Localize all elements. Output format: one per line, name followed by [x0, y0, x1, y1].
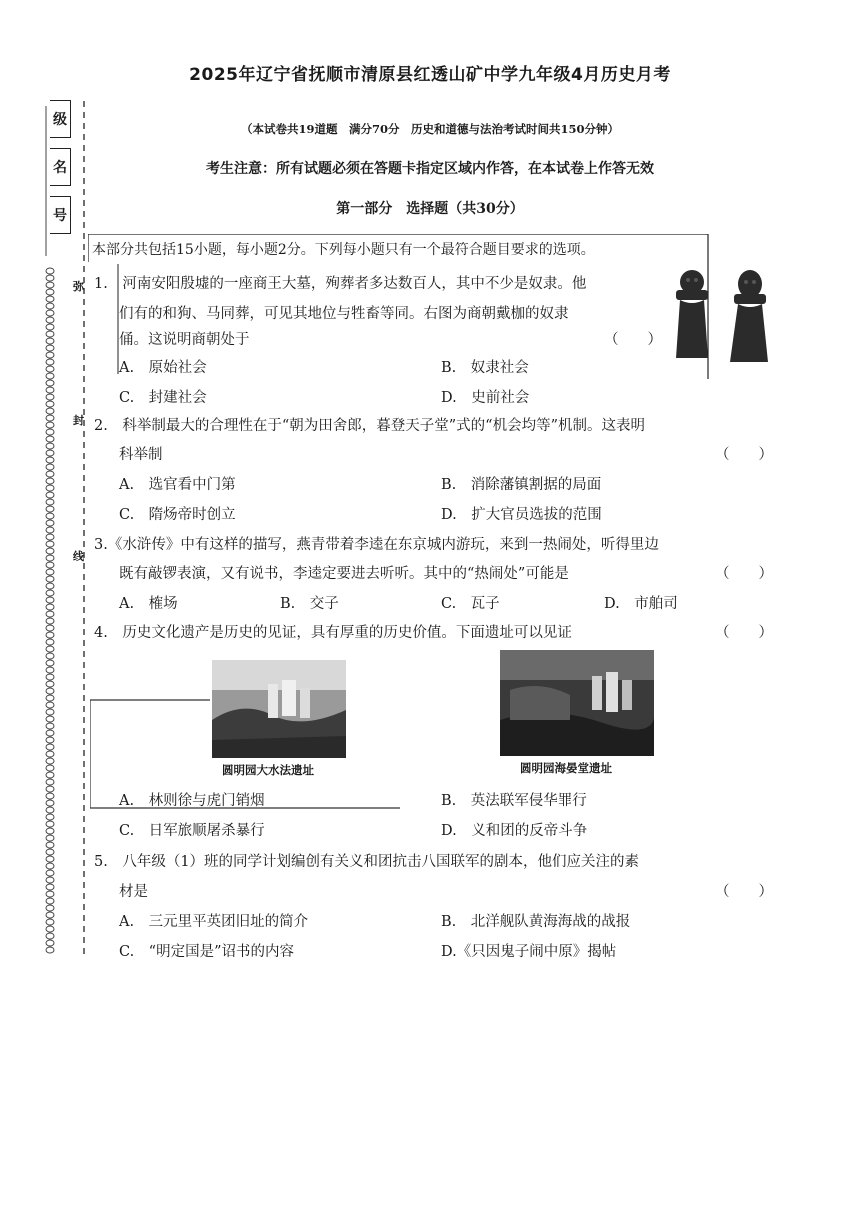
q2-option-d: D. 扩大官员选拔的范围: [441, 507, 602, 523]
q5-answer-paren: （ ）: [715, 884, 773, 900]
q5-option-c: C. “明定国是”诏书的内容: [119, 944, 295, 960]
q4-line-1: 4. 历史文化遗产是历史的见证，具有厚重的历史价值。下面遗址可以见证: [94, 625, 572, 641]
part-title: 第一部分 选择题（共30分）: [336, 201, 524, 217]
haiyantang-caption: 圆明园海晏堂遗址: [520, 761, 612, 775]
q2-option-c: C. 隋炀帝时创立: [119, 507, 236, 523]
q4-answer-paren: （ ）: [715, 625, 773, 641]
q4-option-d: D. 义和团的反帝斗争: [441, 823, 588, 839]
q1-option-a: A. 原始社会: [119, 360, 207, 376]
side-label-name: 名: [50, 148, 71, 186]
q1-line-3: 俑。这说明商朝处于: [119, 332, 250, 348]
slave-figurines-photo: [668, 266, 776, 366]
q2-line-1: 2. 科举制最大的合理性在于“朝为田舍郎，暮登天子堂”式的“机会均等”机制。这表明: [94, 418, 645, 434]
q5-option-d: D.《只因鬼子闹中原》揭帖: [441, 944, 617, 960]
exam-notice: 考生注意：所有试题必须在答题卡指定区域内作答，在本试卷上作答无效: [206, 161, 654, 177]
chain-border: [46, 268, 54, 953]
q1-answer-paren: （ ）: [604, 332, 662, 348]
binding-decor: [44, 96, 94, 966]
q5-line-1: 5. 八年级（1）班的同学计划编创有关义和团抗击八国联军的剧本，他们应关注的素: [94, 854, 640, 870]
q1-line-2: 们有的和狗、马同葬，可见其地位与牲畜等同。右图为商朝戴枷的奴隶: [119, 306, 569, 322]
q3-option-c: C. 瓦子: [441, 596, 500, 612]
dashuifa-caption: 圆明园大水法遗址: [222, 763, 314, 777]
q3-option-d: D. 市舶司: [604, 596, 678, 612]
seal-char-2: 封: [73, 414, 84, 427]
q2-option-a: A. 选官看中门第: [119, 477, 236, 493]
part-intro: 本部分共包括15小题，每小题2分。下列每小题只有一个最符合题目要求的选项。: [92, 242, 595, 258]
haiyantang-ruins-photo: [500, 650, 654, 756]
q5-option-a: A. 三元里平英团旧址的简介: [119, 914, 309, 930]
q1-option-c: C. 封建社会: [119, 390, 207, 406]
q2-option-b: B. 消除藩镇割据的局面: [441, 477, 602, 493]
q1-line-1: 1. 河南安阳殷墟的一座商王大墓，殉葬者多达数百人，其中不少是奴隶。他: [94, 276, 587, 292]
q4-option-a: A. 林则徐与虎门销烟: [119, 793, 265, 809]
q5-line-2: 材是: [119, 884, 148, 900]
q2-answer-paren: （ ）: [715, 447, 773, 463]
dashuifa-ruins-photo: [212, 660, 346, 758]
q3-line-1: 3.《水浒传》中有这样的描写，燕青带着李逵在东京城内游玩，来到一热闹处，听得里边: [94, 537, 659, 553]
side-label-number: 号: [50, 196, 71, 234]
q3-option-b: B. 交子: [280, 596, 339, 612]
seal-char-1: 弥: [73, 280, 84, 293]
q3-option-a: A. 榷场: [119, 596, 178, 612]
exam-info: （本试卷共19道题 满分70分 历史和道德与法治考试时间共150分钟）: [240, 122, 619, 136]
q3-answer-paren: （ ）: [715, 566, 773, 582]
q3-line-2: 既有敲锣表演，又有说书，李逵定要进去听听。其中的“热闹处”可能是: [119, 566, 569, 582]
seal-char-3: 线: [73, 550, 84, 563]
q4-option-b: B. 英法联军侵华罪行: [441, 793, 587, 809]
side-label-class: 级: [50, 100, 71, 138]
q2-line-2: 科举制: [119, 447, 163, 463]
q4-option-c: C. 日军旅顺屠杀暴行: [119, 823, 265, 839]
exam-title: 2025年辽宁省抚顺市清原县红透山矿中学九年级4月历史月考: [189, 65, 671, 85]
q1-option-d: D. 史前社会: [441, 390, 530, 406]
q1-option-b: B. 奴隶社会: [441, 360, 529, 376]
q5-option-b: B. 北洋舰队黄海海战的战报: [441, 914, 631, 930]
